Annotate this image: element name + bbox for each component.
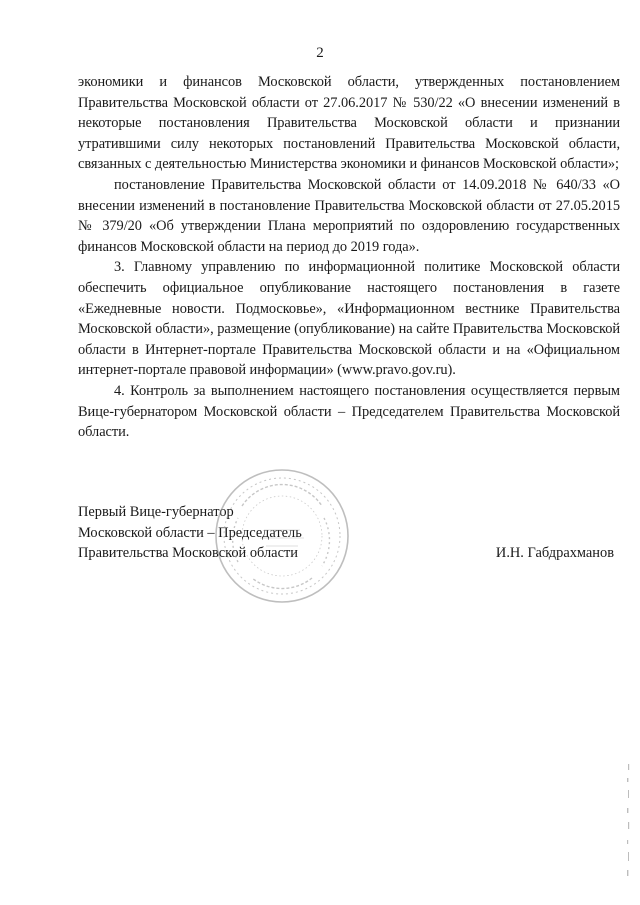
signer-title-line: Первый Вице-губернатор [78, 504, 234, 520]
signer-title-line: Правительства Московской области [78, 545, 298, 562]
scan-edge-artifact [622, 760, 634, 890]
paragraph-control-clause: 4. Контроль за выполнением настоящего постановления осуществляется первым Вице-губернатором Московской области – Председателем Правительства Московской области. [78, 382, 620, 441]
paragraph-publication-clause: 3. Главному управлению по информационной политике Московской области обеспечить официальное опубликование настоящего постановления в газете «Ежедневные новости. Подмосковье», «Информационном вестнике Правительства Московской области», размещение (опубликование) на сайте Правительства Московской области в Интернет-портале Правительства Московской области и на «Официальном интернет-портале правовой информации» (www.pravo.gov.ru). [78, 259, 620, 379]
official-seal-stamp [212, 466, 352, 606]
signer-name: И.Н. Габдрахманов [495, 545, 614, 561]
paragraph-continuation: экономики и финансов Московской области, утвержденных постановлением Правительства Московской области от 27.06.2017 № 530/22 «О внесении изменений в некоторые постановления Правительства Московской области и признании утратившими силу некоторых постановлений Правительства Московской области, связанных с деятельностью Министерства экономики и финансов Московской области»; [78, 74, 620, 173]
page-number: 2 [316, 45, 324, 61]
signer-title-line: Московской области – Председатель [78, 524, 302, 541]
paragraph-resolution-reference: постановление Правительства Московской области от 14.09.2018 № 640/33 «О внесении изменений в постановление Правительства Московской области от 27.05.2015 № 379/20 «Об утверждении Плана мероприятий по оздоровлению государственных финансов Московской области на период до 2019 года». [78, 176, 620, 255]
document-body [78, 72, 620, 443]
